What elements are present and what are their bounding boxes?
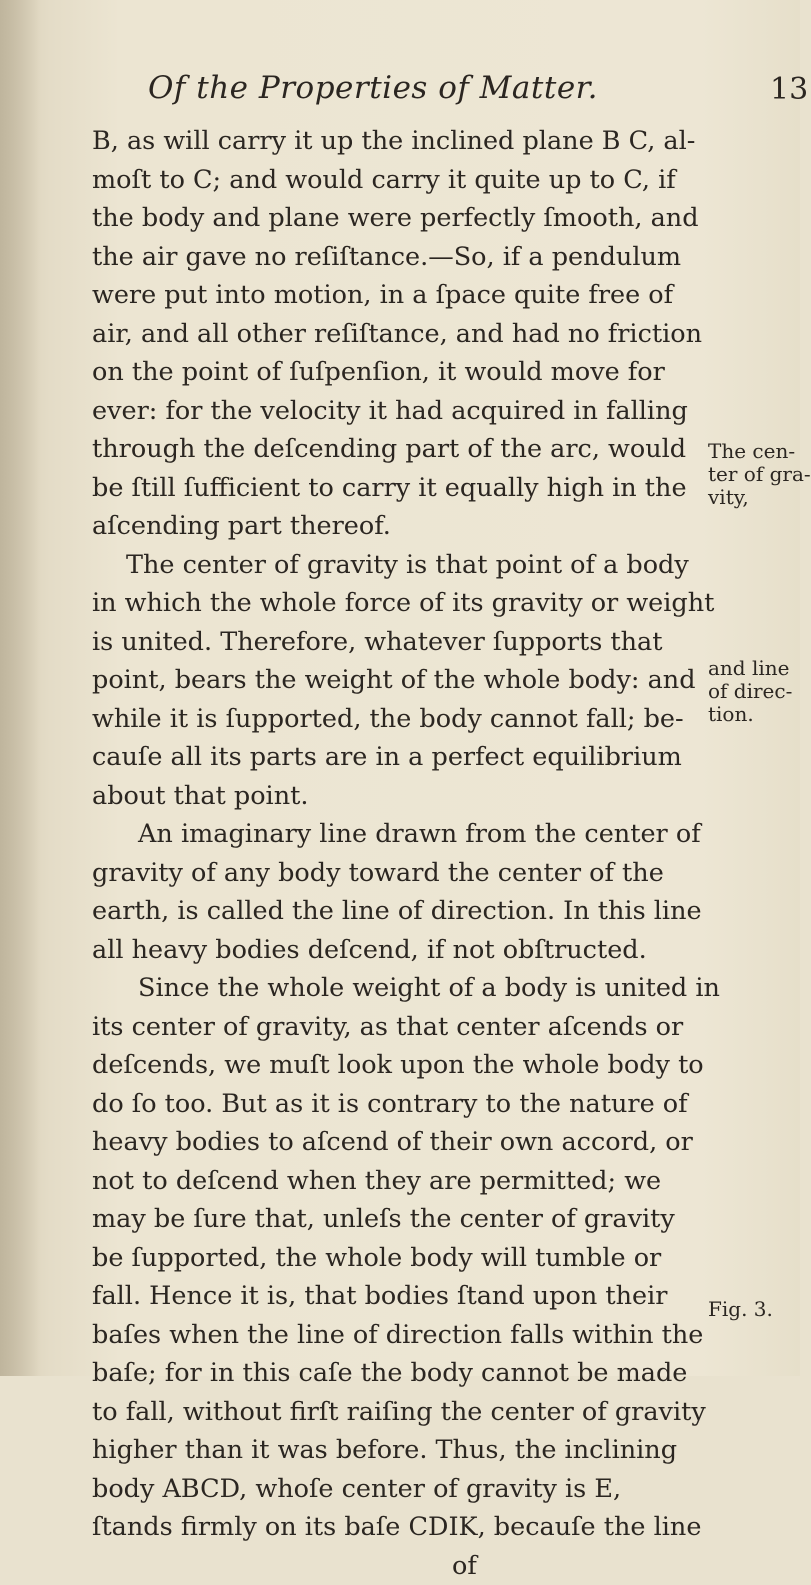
text-line: about that point.: [92, 777, 692, 816]
marginal-note-center-of-gravity: [708, 440, 811, 509]
text-line: do ſo too. But as it is contrary to the nature of: [92, 1085, 692, 1124]
text-line: may be ſure that, unleſs the center of gravity: [92, 1200, 692, 1239]
text-line: ever: for the velocity it had acquired in falling: [92, 392, 692, 431]
text-line: to fall, without firſt raiſing the center of gravity: [92, 1393, 692, 1432]
text-line: air, and all other reſiſtance, and had no friction: [92, 315, 692, 354]
running-head: Of the Properties of Matter.: [148, 70, 598, 106]
text-line: gravity of any body toward the center of the: [92, 854, 692, 893]
text-line: on the point of ſuſpenſion, it would move for: [92, 353, 692, 392]
text-line: moſt to C; and would carry it quite up to C, if: [92, 161, 692, 200]
text-line: The center of gravity is that point of a body: [92, 546, 692, 585]
text-line: point, bears the weight of the whole body: and: [92, 661, 692, 700]
marginal-note-line: The cen-: [708, 440, 811, 463]
text-line: aſcending part thereof.: [92, 507, 692, 546]
text-line: the air gave no reſiſtance.—So, if a pendulum: [92, 238, 692, 277]
text-line: earth, is called the line of direction. In this line: [92, 892, 692, 931]
text-line: be ſtill ſufficient to carry it equally high in the: [92, 469, 692, 508]
page-gutter-shadow: [0, 0, 40, 1376]
text-line: is united. Therefore, whatever ſupports that: [92, 623, 692, 662]
page-header: [0, 70, 800, 110]
text-line: body ABCD, whoſe center of gravity is E,: [92, 1470, 692, 1509]
marginal-note-line: and line: [708, 657, 792, 680]
text-line: higher than it was before. Thus, the inclining: [92, 1431, 692, 1470]
marginal-note-line: vity,: [708, 486, 811, 509]
text-line: not to deſcend when they are permitted; we: [92, 1162, 692, 1201]
marginal-note-line: of direc-: [708, 680, 792, 703]
text-line: baſe; for in this caſe the body cannot be made: [92, 1354, 692, 1393]
text-line: while it is ſupported, the body cannot fall; be-: [92, 700, 692, 739]
text-line: were put into motion, in a ſpace quite free of: [92, 276, 692, 315]
catchword: of: [92, 1547, 692, 1585]
text-line: Since the whole weight of a body is united in: [92, 969, 692, 1008]
text-line: be ſupported, the whole body will tumble or: [92, 1239, 692, 1278]
text-line: its center of gravity, as that center aſcends or: [92, 1008, 692, 1047]
marginal-note-line: Fig. 3.: [708, 1298, 773, 1321]
marginal-note-line-of-direction: [708, 657, 792, 726]
text-line: all heavy bodies deſcend, if not obſtructed.: [92, 931, 692, 970]
marginal-note-figure-reference: [708, 1298, 773, 1321]
text-line: An imaginary line drawn from the center of: [92, 815, 692, 854]
text-line: the body and plane were perfectly ſmooth, and: [92, 199, 692, 238]
text-line: in which the whole force of its gravity or weight: [92, 584, 692, 623]
marginal-note-line: ter of gra-: [708, 463, 811, 486]
text-line: ſtands firmly on its baſe CDIK, becauſe the line: [92, 1508, 692, 1547]
marginal-note-line: tion.: [708, 703, 792, 726]
text-line: baſes when the line of direction falls within the: [92, 1316, 692, 1355]
text-line: deſcends, we muſt look upon the whole body to: [92, 1046, 692, 1085]
body-text: [92, 122, 692, 1585]
text-line: heavy bodies to aſcend of their own accord, or: [92, 1123, 692, 1162]
text-line: fall. Hence it is, that bodies ſtand upon their: [92, 1277, 692, 1316]
text-line: cauſe all its parts are in a perfect equilibrium: [92, 738, 692, 777]
text-line: B, as will carry it up the inclined plane B C, al-: [92, 122, 692, 161]
text-line: through the deſcending part of the arc, would: [92, 430, 692, 469]
page-number: 13: [770, 72, 808, 107]
